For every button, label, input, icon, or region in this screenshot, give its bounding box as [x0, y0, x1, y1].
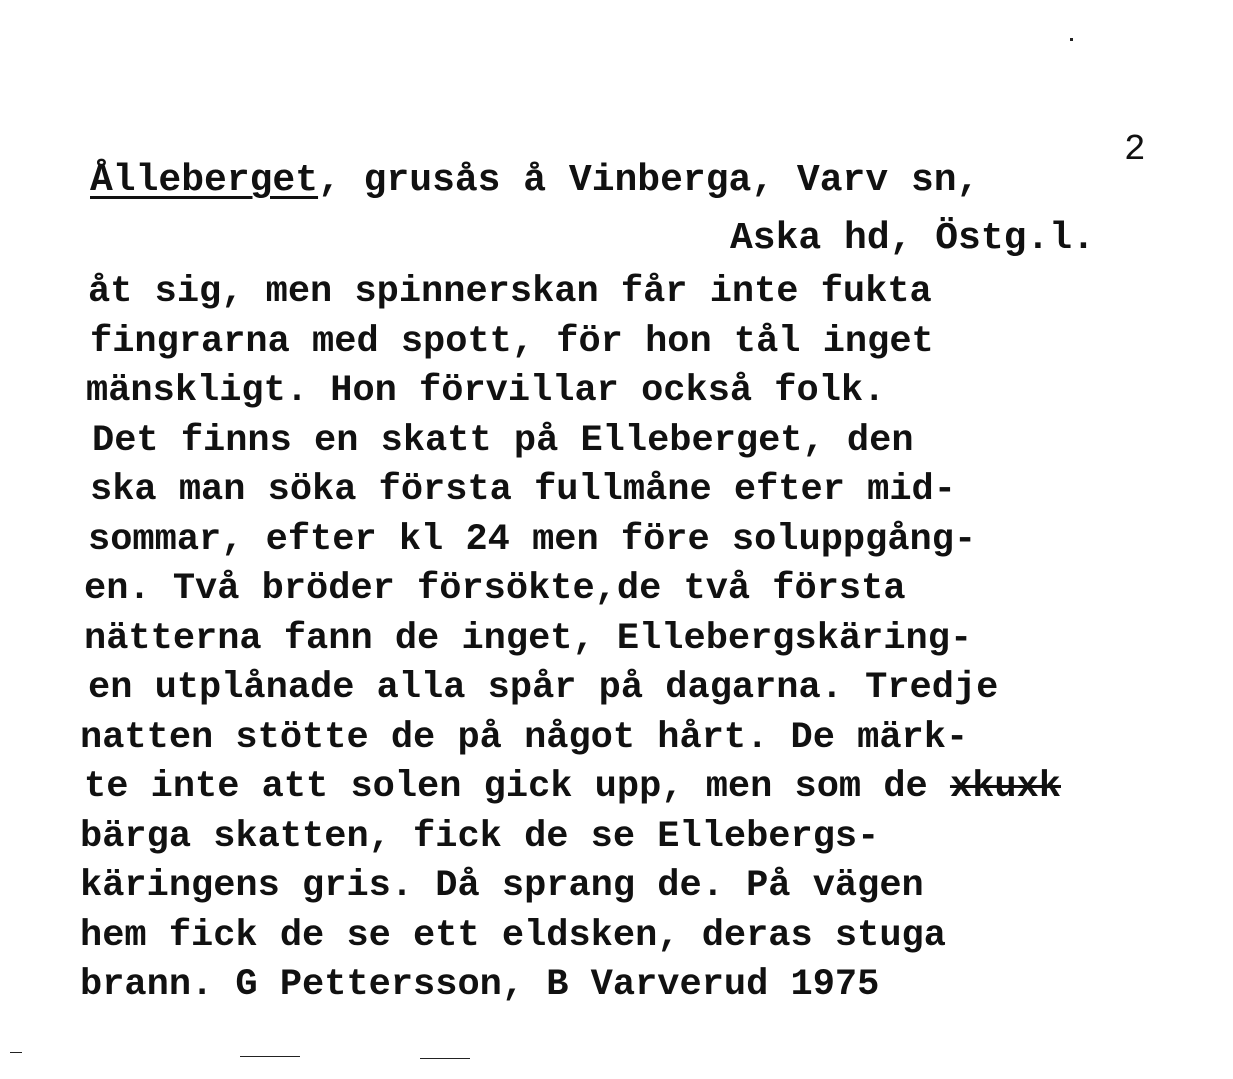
heading-location: , grusås å Vinberga, Varv sn, — [318, 159, 980, 202]
scan-speck — [1070, 38, 1073, 41]
body-line: käringens gris. Då sprang de. På vägen — [80, 865, 924, 907]
scan-speck — [420, 1058, 470, 1059]
scan-speck — [240, 1056, 300, 1057]
body-line: åt sig, men spinnerskan får inte fukta — [88, 271, 932, 313]
heading-line-2: Aska hd, Östg.l. — [730, 217, 1095, 260]
struck-text: xkuxk — [949, 766, 1061, 808]
place-name: Ålleberget — [90, 159, 319, 202]
body-line — [84, 763, 1230, 813]
page-number: 2 — [1124, 129, 1146, 170]
body-line: hem fick de se ett eldsken, deras stuga — [80, 914, 946, 957]
heading-line-1 — [90, 159, 980, 202]
scan-speck — [10, 1052, 22, 1053]
body-text — [80, 268, 1230, 1011]
body-line: Det finns en skatt på Elleberget, den — [92, 419, 914, 462]
body-line: nätterna fann de inget, Ellebergskäring- — [84, 617, 973, 660]
body-line: natten stötte de på något hårt. De märk- — [80, 716, 969, 759]
body-line: sommar, efter kl 24 men före soluppgång- — [88, 518, 977, 561]
body-line: brann. G Pettersson, B Varverud 1975 — [80, 964, 880, 1006]
body-line: mänskligt. Hon förvillar också folk. — [86, 370, 886, 412]
body-line: bärga skatten, fick de se Ellebergs- — [80, 815, 880, 858]
body-line-text: te inte att solen gick upp, men som de — [84, 766, 928, 808]
body-line: ska man söka första fullmåne efter mid- — [90, 469, 956, 511]
body-line: en. Två bröder försökte,de två första — [84, 568, 906, 610]
body-line: en utplånade alla spår på dagarna. Tredje — [88, 667, 999, 709]
body-line: fingrarna med spott, för hon tål inget — [90, 320, 934, 363]
